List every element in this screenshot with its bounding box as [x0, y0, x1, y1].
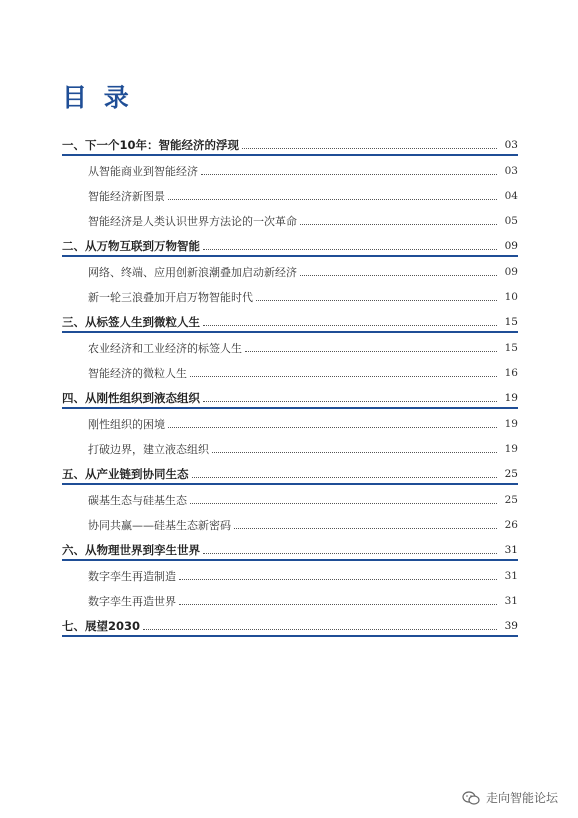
- dot-leader: [201, 174, 497, 175]
- toc-chapter-row[interactable]: [62, 130, 518, 155]
- toc-section-row[interactable]: [62, 586, 518, 611]
- dot-leader: [168, 199, 497, 200]
- dot-leader: [168, 427, 497, 428]
- toc-entry-title: 碳基生态与硅基生态: [88, 494, 187, 507]
- toc-chapter-row[interactable]: [62, 459, 518, 484]
- dot-leader: [300, 224, 497, 225]
- dot-leader: [256, 300, 497, 301]
- toc-entry-title: 数字孪生再造世界: [88, 595, 176, 608]
- dot-leader: [245, 351, 497, 352]
- chapter-divider: [62, 635, 518, 637]
- toc-page-number: 19: [504, 418, 518, 430]
- toc-page-number: 16: [504, 367, 518, 379]
- toc-entry-title: 智能经济是人类认识世界方法论的一次革命: [88, 215, 297, 228]
- dot-leader: [190, 376, 497, 377]
- dot-leader: [203, 401, 497, 402]
- dot-leader: [143, 629, 497, 630]
- wechat-icon: [462, 791, 480, 805]
- watermark-text: 走向智能论坛: [485, 791, 558, 805]
- toc-page-number: 26: [504, 519, 518, 531]
- toc-entry-title: 刚性组织的困境: [88, 418, 165, 431]
- toc-chapter-row[interactable]: [62, 231, 518, 256]
- toc-page-number: 19: [504, 443, 518, 455]
- dot-leader: [190, 503, 497, 504]
- dot-leader: [192, 477, 498, 478]
- toc-section-row[interactable]: [62, 333, 518, 358]
- toc-entry-title: 四、从刚性组织到液态组织: [62, 391, 200, 405]
- dot-leader: [203, 553, 497, 554]
- toc-entry-title: 数字孪生再造制造: [88, 570, 176, 583]
- toc-chapter-row[interactable]: [62, 535, 518, 560]
- toc-section-row[interactable]: [62, 510, 518, 535]
- toc-entry-title: 打破边界，建立液态组织: [88, 443, 209, 456]
- toc-entry-title: 智能经济的微粒人生: [88, 367, 187, 380]
- toc-page-number: 04: [504, 190, 518, 202]
- toc-entry-title: 智能经济新图景: [88, 190, 165, 203]
- toc-page-number: 10: [504, 291, 518, 303]
- toc-entry-title: 网络、终端、应用创新浪潮叠加启动新经济: [88, 266, 297, 279]
- toc-section-row[interactable]: [62, 282, 518, 307]
- toc-section-row[interactable]: [62, 156, 518, 181]
- toc-entry-title: 新一轮三浪叠加开启万物智能时代: [88, 291, 253, 304]
- toc-entry-title: 从智能商业到智能经济: [88, 165, 198, 178]
- dot-leader: [212, 452, 497, 453]
- dot-leader: [179, 579, 497, 580]
- toc-page-number: 31: [504, 544, 518, 556]
- toc-section-row[interactable]: [62, 257, 518, 282]
- toc-entry-title: 一、下一个10年：智能经济的浮现: [62, 138, 240, 152]
- toc-section-row[interactable]: [62, 561, 518, 586]
- toc-page-number: 03: [504, 165, 518, 177]
- dot-leader: [300, 275, 497, 276]
- toc-section-row[interactable]: [62, 206, 518, 231]
- toc-page-number: 19: [504, 392, 518, 404]
- toc-list: [62, 130, 518, 637]
- toc-chapter-row[interactable]: [62, 383, 518, 408]
- toc-page-number: 25: [504, 494, 518, 506]
- watermark: [462, 789, 558, 806]
- dot-leader: [203, 249, 497, 250]
- toc-page-number: 25: [504, 468, 518, 480]
- dot-leader: [203, 325, 497, 326]
- toc-chapter-row[interactable]: [62, 307, 518, 332]
- toc-section-row[interactable]: [62, 181, 518, 206]
- toc-page-number: 15: [504, 342, 518, 354]
- toc-page-number: 09: [504, 240, 518, 252]
- toc-page-number: 15: [504, 316, 518, 328]
- toc-page-number: 03: [504, 139, 518, 151]
- toc-page-number: 31: [504, 595, 518, 607]
- toc-entry-title: 六、从物理世界到孪生世界: [62, 543, 200, 557]
- dot-leader: [234, 528, 497, 529]
- toc-entry-title: 二、从万物互联到万物智能: [62, 239, 200, 253]
- dot-leader: [242, 148, 497, 149]
- dot-leader: [179, 604, 497, 605]
- toc-entry-title: 三、从标签人生到微粒人生: [62, 315, 200, 329]
- toc-section-row[interactable]: [62, 485, 518, 510]
- toc-section-row[interactable]: [62, 434, 518, 459]
- toc-chapter-row[interactable]: [62, 611, 518, 636]
- toc-entry-title: 七、展望2030: [62, 619, 141, 633]
- toc-section-row[interactable]: [62, 358, 518, 383]
- toc-page-number: 31: [504, 570, 518, 582]
- page-title: 目 录: [62, 83, 133, 112]
- toc-entry-title: 农业经济和工业经济的标签人生: [88, 342, 242, 355]
- toc-section-row[interactable]: [62, 409, 518, 434]
- toc-page-number: 09: [504, 266, 518, 278]
- toc-entry-title: 五、从产业链到协同生态: [62, 467, 189, 481]
- toc-entry-title: 协同共赢——硅基生态新密码: [88, 519, 231, 532]
- toc-page-number: 39: [504, 620, 518, 632]
- toc-page-number: 05: [504, 215, 518, 227]
